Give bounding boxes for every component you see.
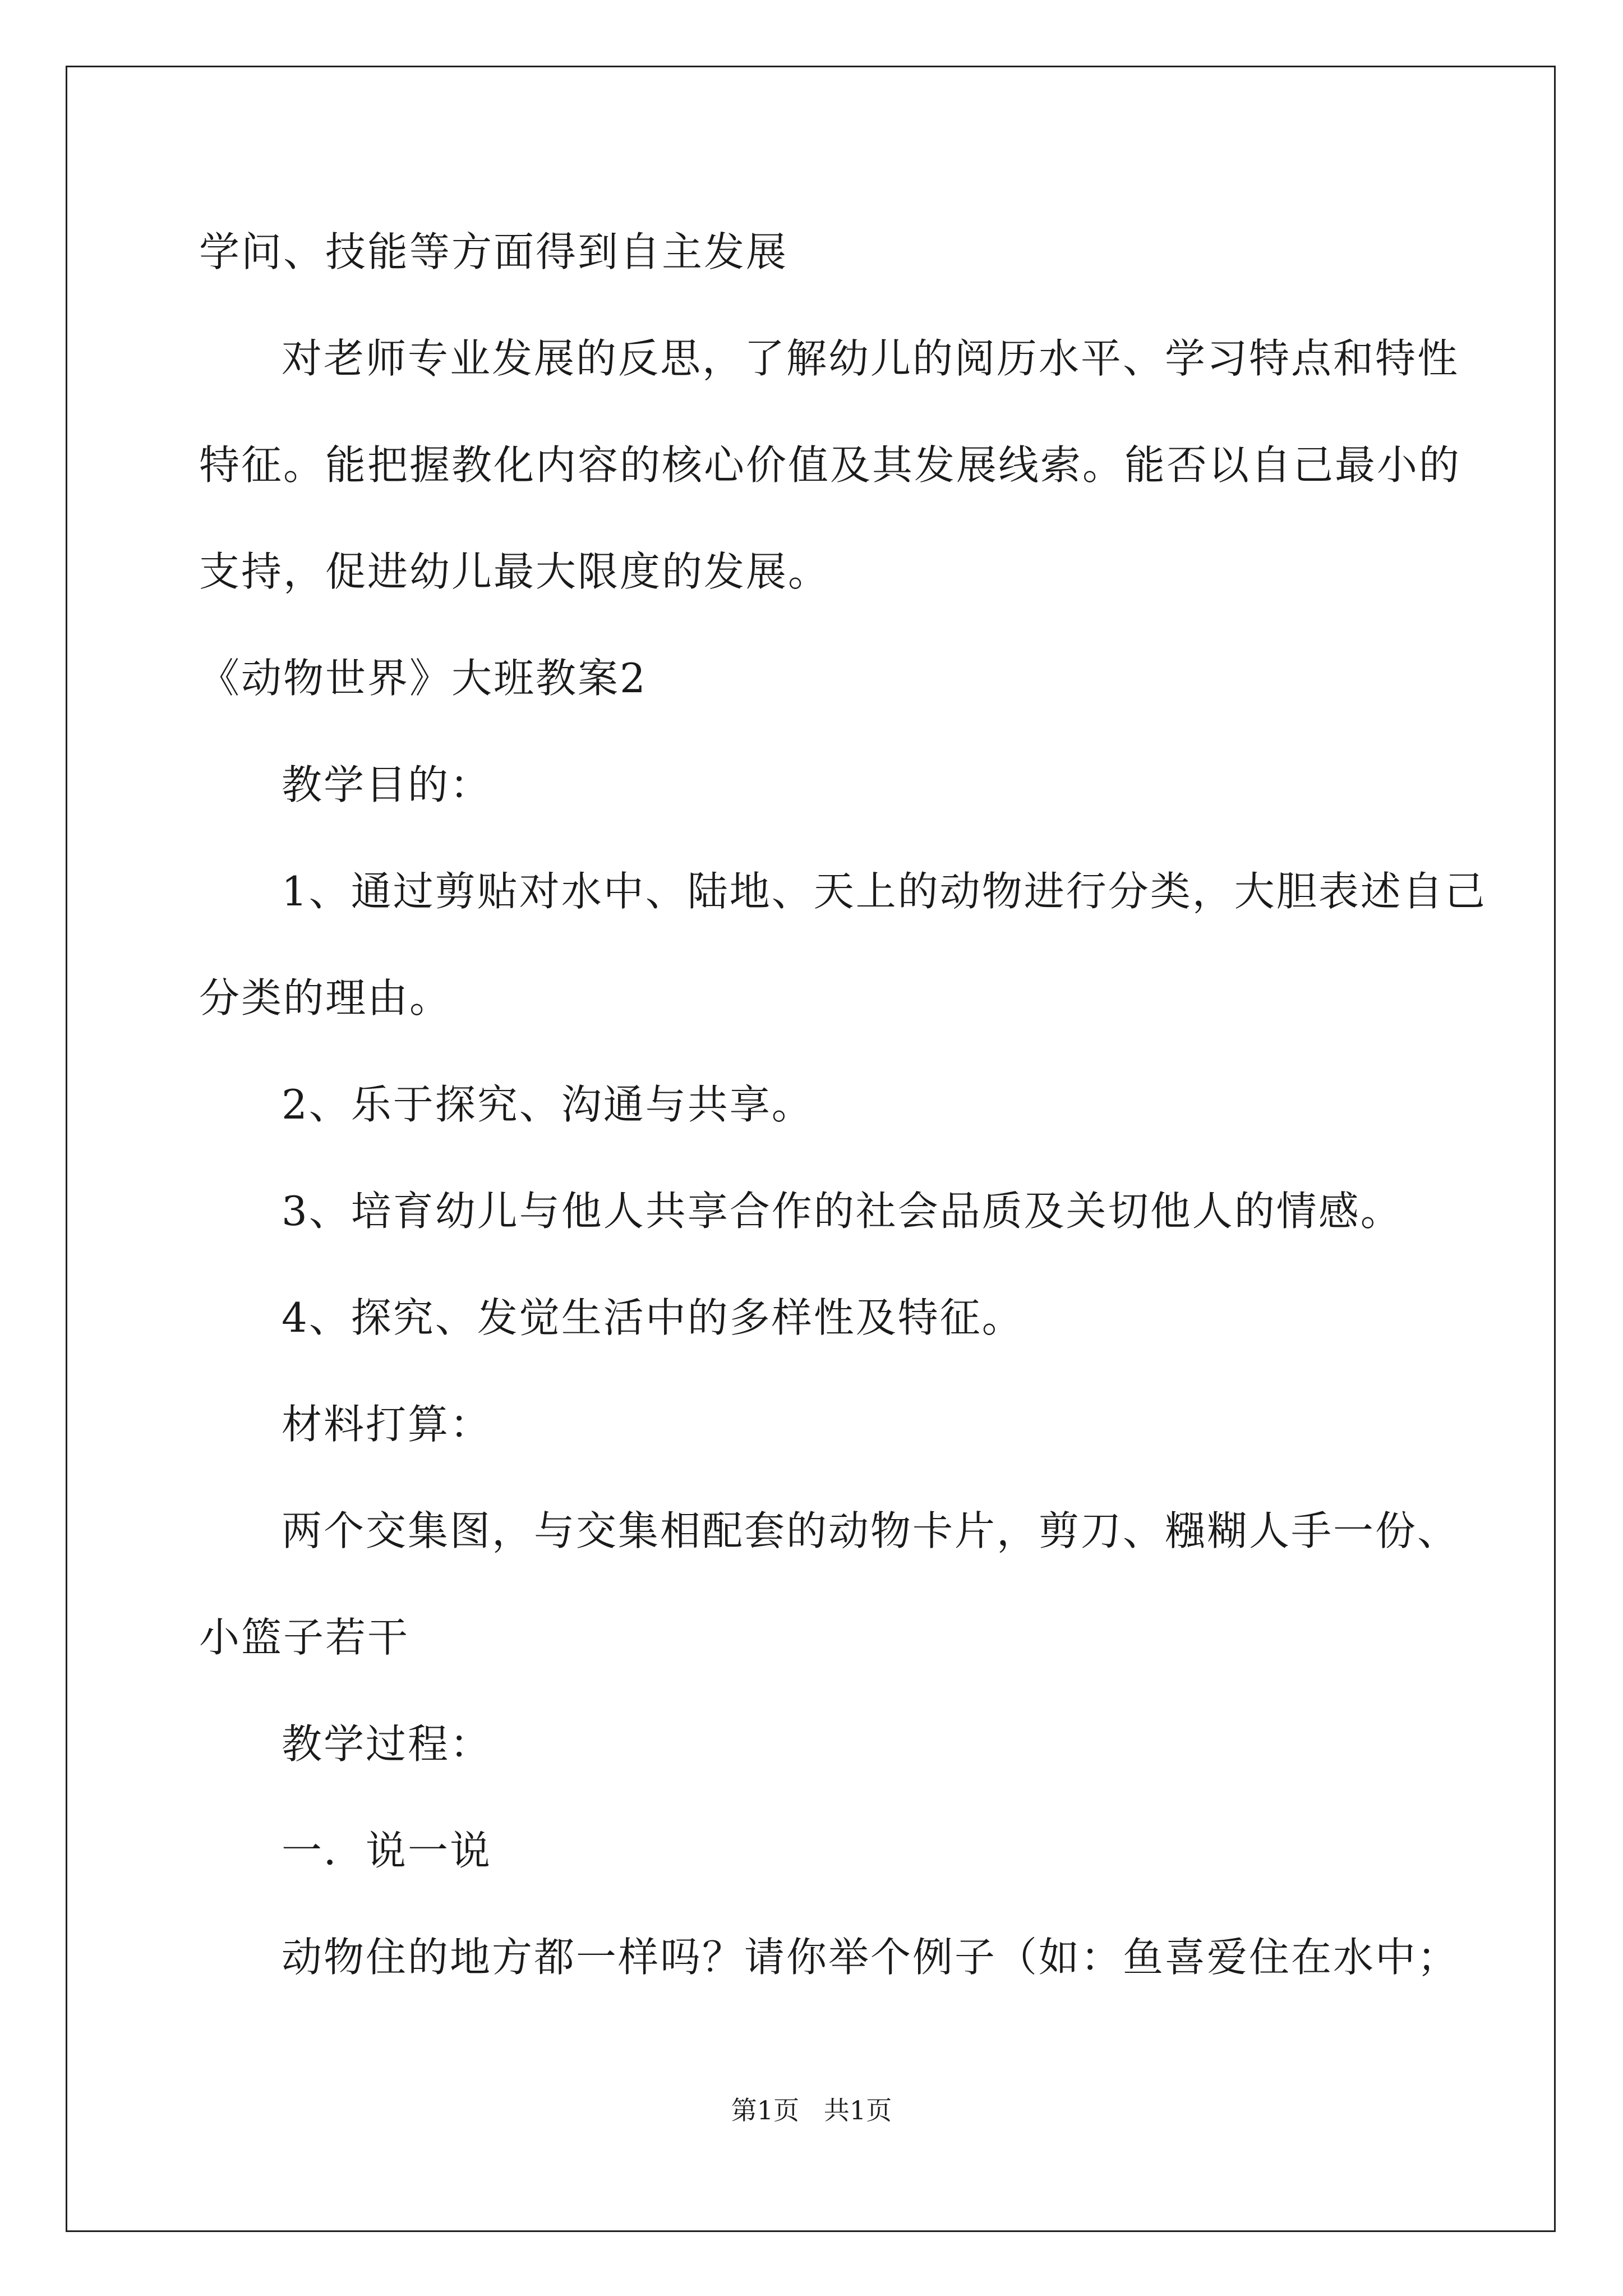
body-line-teaching-goal: 教学目的： [282,761,492,808]
body-line-1: 学问、技能等方面得到自主发展 [199,228,789,275]
body-line-4: 支持，促进幼儿最大限度的发展。 [199,548,831,595]
body-line-materials: 材料打算： [282,1401,492,1448]
body-line-materials-list: 两个交集图，与交集相配套的动物卡片，剪刀、糨糊人手一份、 [282,1507,1460,1554]
body-line-materials-list-cont: 小篮子若干 [199,1614,410,1661]
page-border [66,66,1556,2232]
body-line-process: 教学过程： [282,1720,492,1768]
body-line-2: 对老师专业发展的反思，了解幼儿的阅历水平、学习特点和特性 [282,335,1460,382]
body-line-goal-4: 4、探究、发觉生活中的多样性及特征。 [282,1294,1024,1341]
body-line-goal-1-cont: 分类的理由。 [199,974,452,1022]
body-line-step-1: 一．说一说 [282,1827,492,1874]
body-line-goal-2: 2、乐于探究、沟通与共享。 [282,1081,814,1128]
body-line-goal-1: 1、通过剪贴对水中、陆地、天上的动物进行分类，大胆表述自己 [282,868,1487,915]
body-line-step-1-text: 动物住的地方都一样吗？请你举个例子（如：鱼喜爱住在水中； [282,1934,1460,1981]
page-footer: 第1页 共1页 [731,2095,892,2125]
body-line-goal-3: 3、培育幼儿与他人共享合作的社会品质及关切他人的情感。 [282,1188,1403,1235]
body-line-3: 特征。能把握教化内容的核心价值及其发展线索。能否以自己最小的 [199,441,1461,489]
section-heading: 《动物世界》大班教案2 [199,655,647,702]
